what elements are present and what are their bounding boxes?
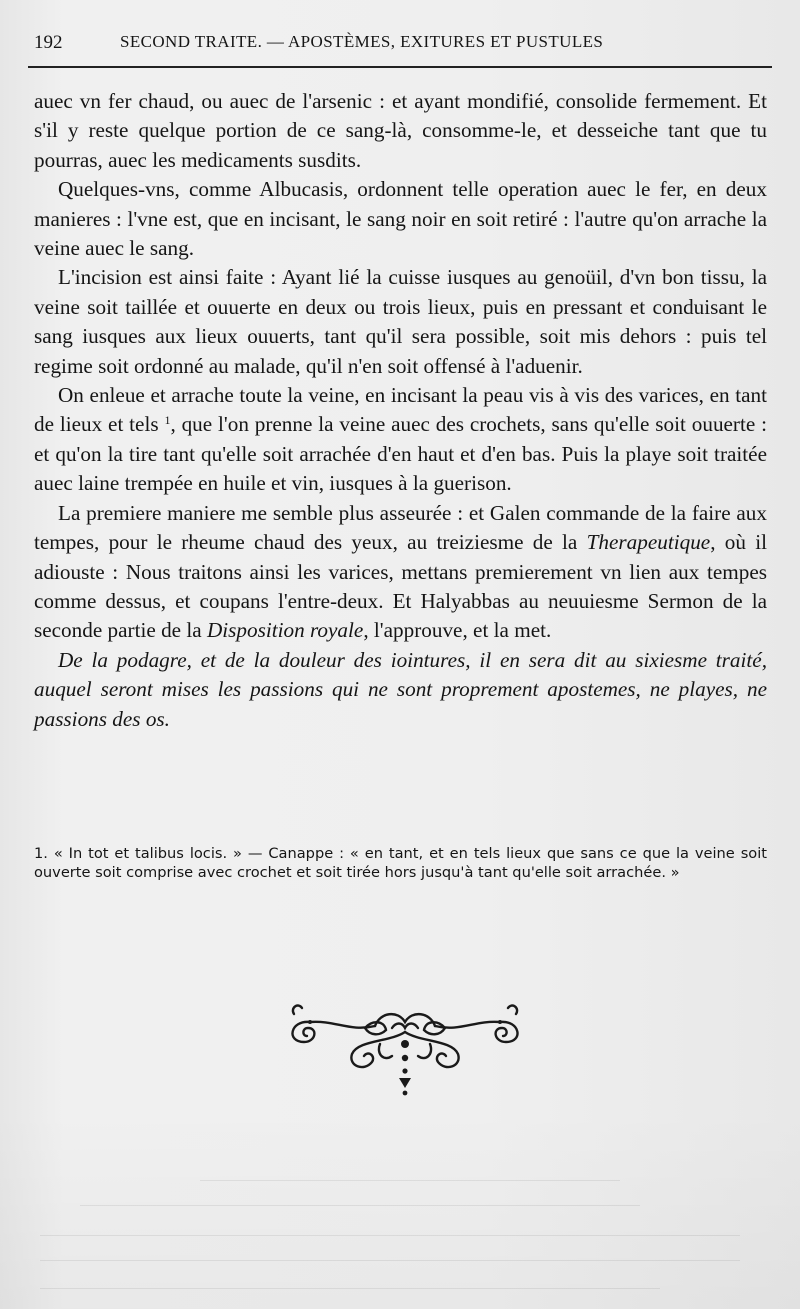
paragraph-galen	[34, 499, 767, 646]
book-title-therapeutique: Therapeutique	[586, 530, 711, 555]
paragraph-continuation: auec vn fer chaud, ou auec de l'arsenic : et ayant mondifié, consolide fermement. Et s'il y reste quelque portion de ce sang-là, consomme-le, et desseiche tant que tu pourras, auec les medicaments susdits.	[34, 89, 767, 172]
floral-fleuron-ornament-icon	[280, 992, 530, 1102]
main-text	[34, 87, 767, 734]
page-number: 192	[34, 32, 63, 53]
text-run: , où il adiouste : Nous traitons ainsi les varices, mettans premierement vn lien aux tempes comme dessus, et coupans l'entre-deux. Et Halyabbas au neuuiesme Sermon de la seconde partie de la	[34, 530, 767, 643]
paragraph-albucasis: Quelques-vns, comme Albucasis, ordonnent telle operation auec le fer, en deux manieres : l'vne est, que en incisant, le sang noir en soit retiré : l'autre qu'on arrache la veine auec le sang.	[34, 177, 767, 261]
show-through-texture	[0, 1110, 800, 1309]
paragraph-podagre-note: De la podagre, et de la douleur des iointures, il en sera dit au sixiesme traité, auquel seront mises les passions qui ne sont proprement apostemes, ne playes, ne passions des os.	[34, 647, 767, 731]
paragraph-arrachement	[34, 381, 767, 499]
book-title-disposition-royale: Disposition royale	[206, 618, 364, 643]
text-run: La premiere maniere me semble plus asseurée : et Galen commande de la faire aux tempes, pour le rheume chaud des yeux, au treiziesme de la	[34, 500, 767, 555]
paragraph-text-before-ref: On enleue et arrache toute la veine, en incisant la peau vis à vis des varices, en tant de lieux et tels	[34, 383, 767, 437]
paragraph-incision: L'incision est ainsi faite : Ayant lié la cuisse iusques au genoüil, d'vn bon tissu, la veine soit taillée et ouuerte en deux ou trois lieux, puis en pressant et conduisant le sang iusques aux lieux ouuerts, tant qu'il sera possible, soit mis dehors : puis tel regime soit ordonné au malade, qu'il n'en soit offensé à l'aduenir.	[34, 265, 767, 378]
page-header	[28, 30, 772, 68]
footnote	[34, 844, 767, 882]
footnote-reference[interactable]: 1	[164, 413, 171, 428]
paragraph-text-after-ref: , que l'on prenne la veine auec des crochets, sans qu'elle soit ouuerte : et qu'on la tire tant qu'elle soit arrachée d'en haut et d'en bas. Puis la playe soit traitée auec laine trempée en huile et vin, iusques à la guerison.	[34, 412, 768, 496]
text-run: , l'approuve, et la met.	[363, 618, 552, 643]
running-title: SECOND TRAITE. — APOSTÈMES, EXITURES ET PUSTULES	[120, 32, 604, 51]
footnote-text: 1. « In tot et talibus locis. » — Canappe : « en tant, et en tels lieux que sans ce que la veine soit ouverte soit comprise avec crochet et soit tirée hors jusqu'à tant qu'elle soit arrachée. »	[34, 845, 767, 881]
